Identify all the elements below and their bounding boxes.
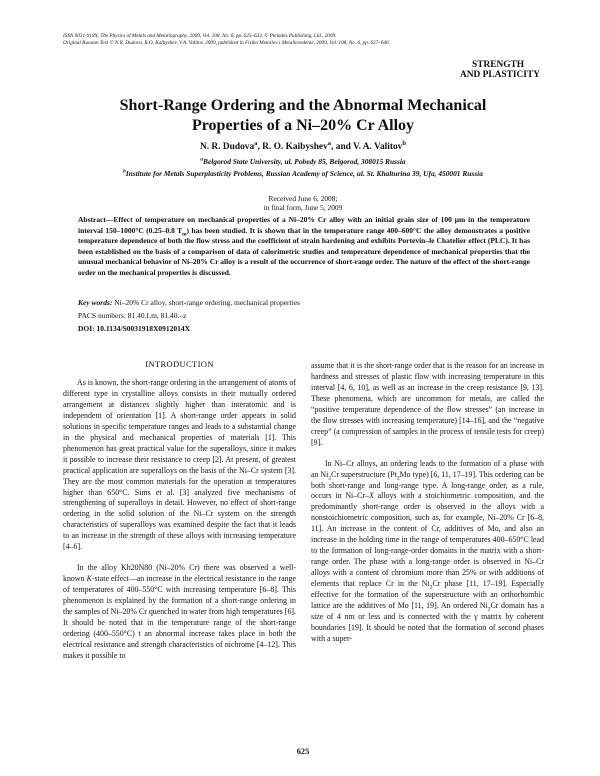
pacs-numbers: PACS numbers: 81.40.Lm, 81.40.–z: [78, 311, 187, 320]
affiliation-text: Belgorod State University, ul. Pobedy 85, Belgorod, 308015 Russia: [203, 157, 406, 166]
paragraph-text: -state effect—an increase in the electrical resistance in the range of temperatures of 400–550°C with increasing temperature [6–8]. This phenomenon is explained by the formation of a short-range ordering in the samples of Ni–20% Cr quenched in water from high temperatures [6]. It should be noted that in the temperature range of the short-range ordering (400–550°C) t an abnormal increase takes place in both the electrical resistance and strength characteristics of nichrome [4–12]. This makes it possible to: [63, 574, 296, 660]
paragraph-text: Mo type) [6, 11, 17–19]. This ordering can be both short-range and long-range type. A long-range order, as a rule, occurs in Ni–Cr–: [311, 469, 545, 501]
subscript: 2: [429, 584, 433, 591]
affiliation-text: Institute for Metals Superplasticity Problems, Russian Academy of Science, ul. St. Khalturina 39, Ufa, 450001 Russia: [125, 169, 483, 178]
left-column: [63, 378, 296, 662]
author-affiliation-mark: a: [327, 139, 332, 147]
paragraph-text: Cr domain has a size of 4 nm or less and is connected with the γ matrix by coherent boundaries [19]. It should be noted that the formation of second phases with a super-: [311, 601, 545, 643]
paper-title: [63, 96, 543, 136]
italic-symbol: X: [369, 491, 374, 501]
original-text-line: Original Russian Text © N.R. Dudova, R.O. Kaibyshev, V.A. Valitov, 2009, published in Fizika Metallov i Metallovedenie, 2009, Vol. 108, No. 6, pp. 637–646.: [63, 40, 390, 46]
author-name: N. R. Dudova: [199, 142, 255, 152]
section-label-line: AND PLASTICITY: [460, 70, 540, 80]
doi-link[interactable]: DOI: 10.1134/S0031918X0912014X: [78, 324, 191, 333]
subscript: 2: [328, 475, 332, 482]
italic-symbol: K: [86, 574, 92, 584]
keywords-text: Ni–20% Cr alloy, short-range ordering, mechanical properties: [112, 298, 300, 307]
affiliation-mark: a: [200, 156, 204, 163]
abstract-text: ) has been studied. It is shown that in the temperature range 400–600°C the alloy demonstrates a positive temperature dependence of both the flow stress and the coefficient of strain hardening and exhibits Portevin–le Chatelier effect (PLC). It has been established on the basis of a comparison of data of calorimetric studies and temperature dependence of mechanical properties that the unusual mechanical behavior of Ni–20% Cr alloy is a result of the occurrence of short-range order. The nature of the effect of the short-range order on the mechanical properties is discussed.: [78, 225, 530, 277]
author-list: [63, 141, 543, 153]
keywords-label: Key words:: [78, 298, 113, 307]
subscript: 2: [487, 606, 491, 613]
affiliation-b: [63, 169, 543, 179]
paragraph-text: Cr superstructure (Pt: [331, 469, 397, 479]
received-dates: [63, 194, 543, 212]
paragraph: [63, 563, 296, 662]
abstract-text: —Effect of temperature on mechanical properties of a Ni–20% Cr alloy with an initial grain size of 100 μm in the temperature interval 150–1000°C (0.25–0.8 T: [78, 215, 530, 235]
journal-header-line: ISSN 0031-918X, The Physics of Metals and Metallography, 2009, Vol. 108, No. 6, pp. 625–633. © Pleiades Publishing, Ltd., 2009.: [63, 33, 337, 39]
paragraph-text: alloys with a stoichiometric composition, and the predominantly short-range order is observed in the alloys with a nonstoichiometric composition, such as, for example, Ni–20% Cr [6–8, 11]. An increase in the content of Cr, additives of Mo, and also an increase in the holding time in the range of temperatures 400–650°C lead to the formation of long-range-order domains in the matrix with a short-range order. The phase with a long-range order is observed in Ni–Cr alloys with a content of chromium more than 25% or with additions of elements that replace Cr in the Ni: [311, 491, 544, 589]
introduction-heading: INTRODUCTION: [145, 359, 214, 369]
paper-title-line: Short-Range Ordering and the Abnormal Mechanical: [119, 97, 487, 114]
paragraph-text: In the alloy Kh20N80 (Ni–20% Cr) there was observed a well-known: [63, 563, 296, 584]
author-affiliation-mark: b: [402, 139, 407, 147]
final-date: in final form, June 5, 2009: [263, 203, 343, 212]
paragraph-text: In Ni–Cr alloys, an ordering leads to the formation of a phase with an Ni: [311, 458, 544, 479]
paragraph: assume that it is the short-range order that is the reason for an increase in hardness and stresses of plastic flow with increasing temperature in this interval [4, 6, 10], as well as an increase in the creep resistance [9, 13]. These phenomena, which are uncommon for metals, are called the “positive temperature dependence of the flow stresses” (an increase in the flow stresses with increasing temperature) [14–16], and the “negative creep” (a compression of samples in the process of tensile tests for creep) [9].: [311, 361, 544, 447]
affiliation-a: [63, 157, 543, 167]
paragraph-text: Cr phase [11, 17–19]. Especially effective for the formation of the superstructure with an orthorhombic lattice are the additives of Mo [11, 19]. An ordered Ni: [311, 579, 545, 611]
abstract: [78, 215, 530, 278]
paragraph: [311, 459, 544, 645]
right-column: [311, 361, 544, 645]
author-affiliation-mark: a: [254, 139, 258, 147]
page-number: 625: [296, 747, 310, 756]
section-label: [460, 60, 542, 80]
author-name: , R. O. Kaibyshev: [257, 142, 328, 152]
abstract-subscript: m: [182, 231, 187, 237]
author-name: , and V. A. Valitov: [331, 142, 403, 152]
received-date: Received June 6, 2008;: [268, 194, 338, 203]
paragraph: As is known, the short-range ordering in the arrangement of atoms of different type in crystalline alloys consists in their mutually ordered arrangement at distances slightly higher than interatomic and is independent of orientation [1]. A short-range order appears in solid solutions in specific temperature ranges and leads to a substantial change in the physical and mechanical properties of materials [1]. This phenomenon has great practical value for the superalloys, since it makes it possible to increase their resistance to creep [2]. At present, of greatest practical application are superalloys on the basis of the Ni–Cr system [3]. They are the most common materials for the operation at temperatures higher than 650°C. Sims et al. [3] analyzed five mechanisms of strengthening of superalloys in detail. However, no effect of short-range ordering in the solid solution of the Ni–Cr system on the strength characteristics of superalloys was examined despite the fact that it leads to an increase in the strength of these alloys with increasing temperature [4–6].: [63, 378, 296, 552]
abstract-label: Abstract: [78, 215, 106, 224]
subscript: 2: [396, 475, 400, 482]
affiliation-mark: b: [123, 168, 126, 175]
section-label-line: STRENGTH: [472, 60, 525, 70]
paper-title-line: Properties of a Ni–20% Cr Alloy: [191, 117, 415, 134]
keywords: [78, 298, 538, 308]
